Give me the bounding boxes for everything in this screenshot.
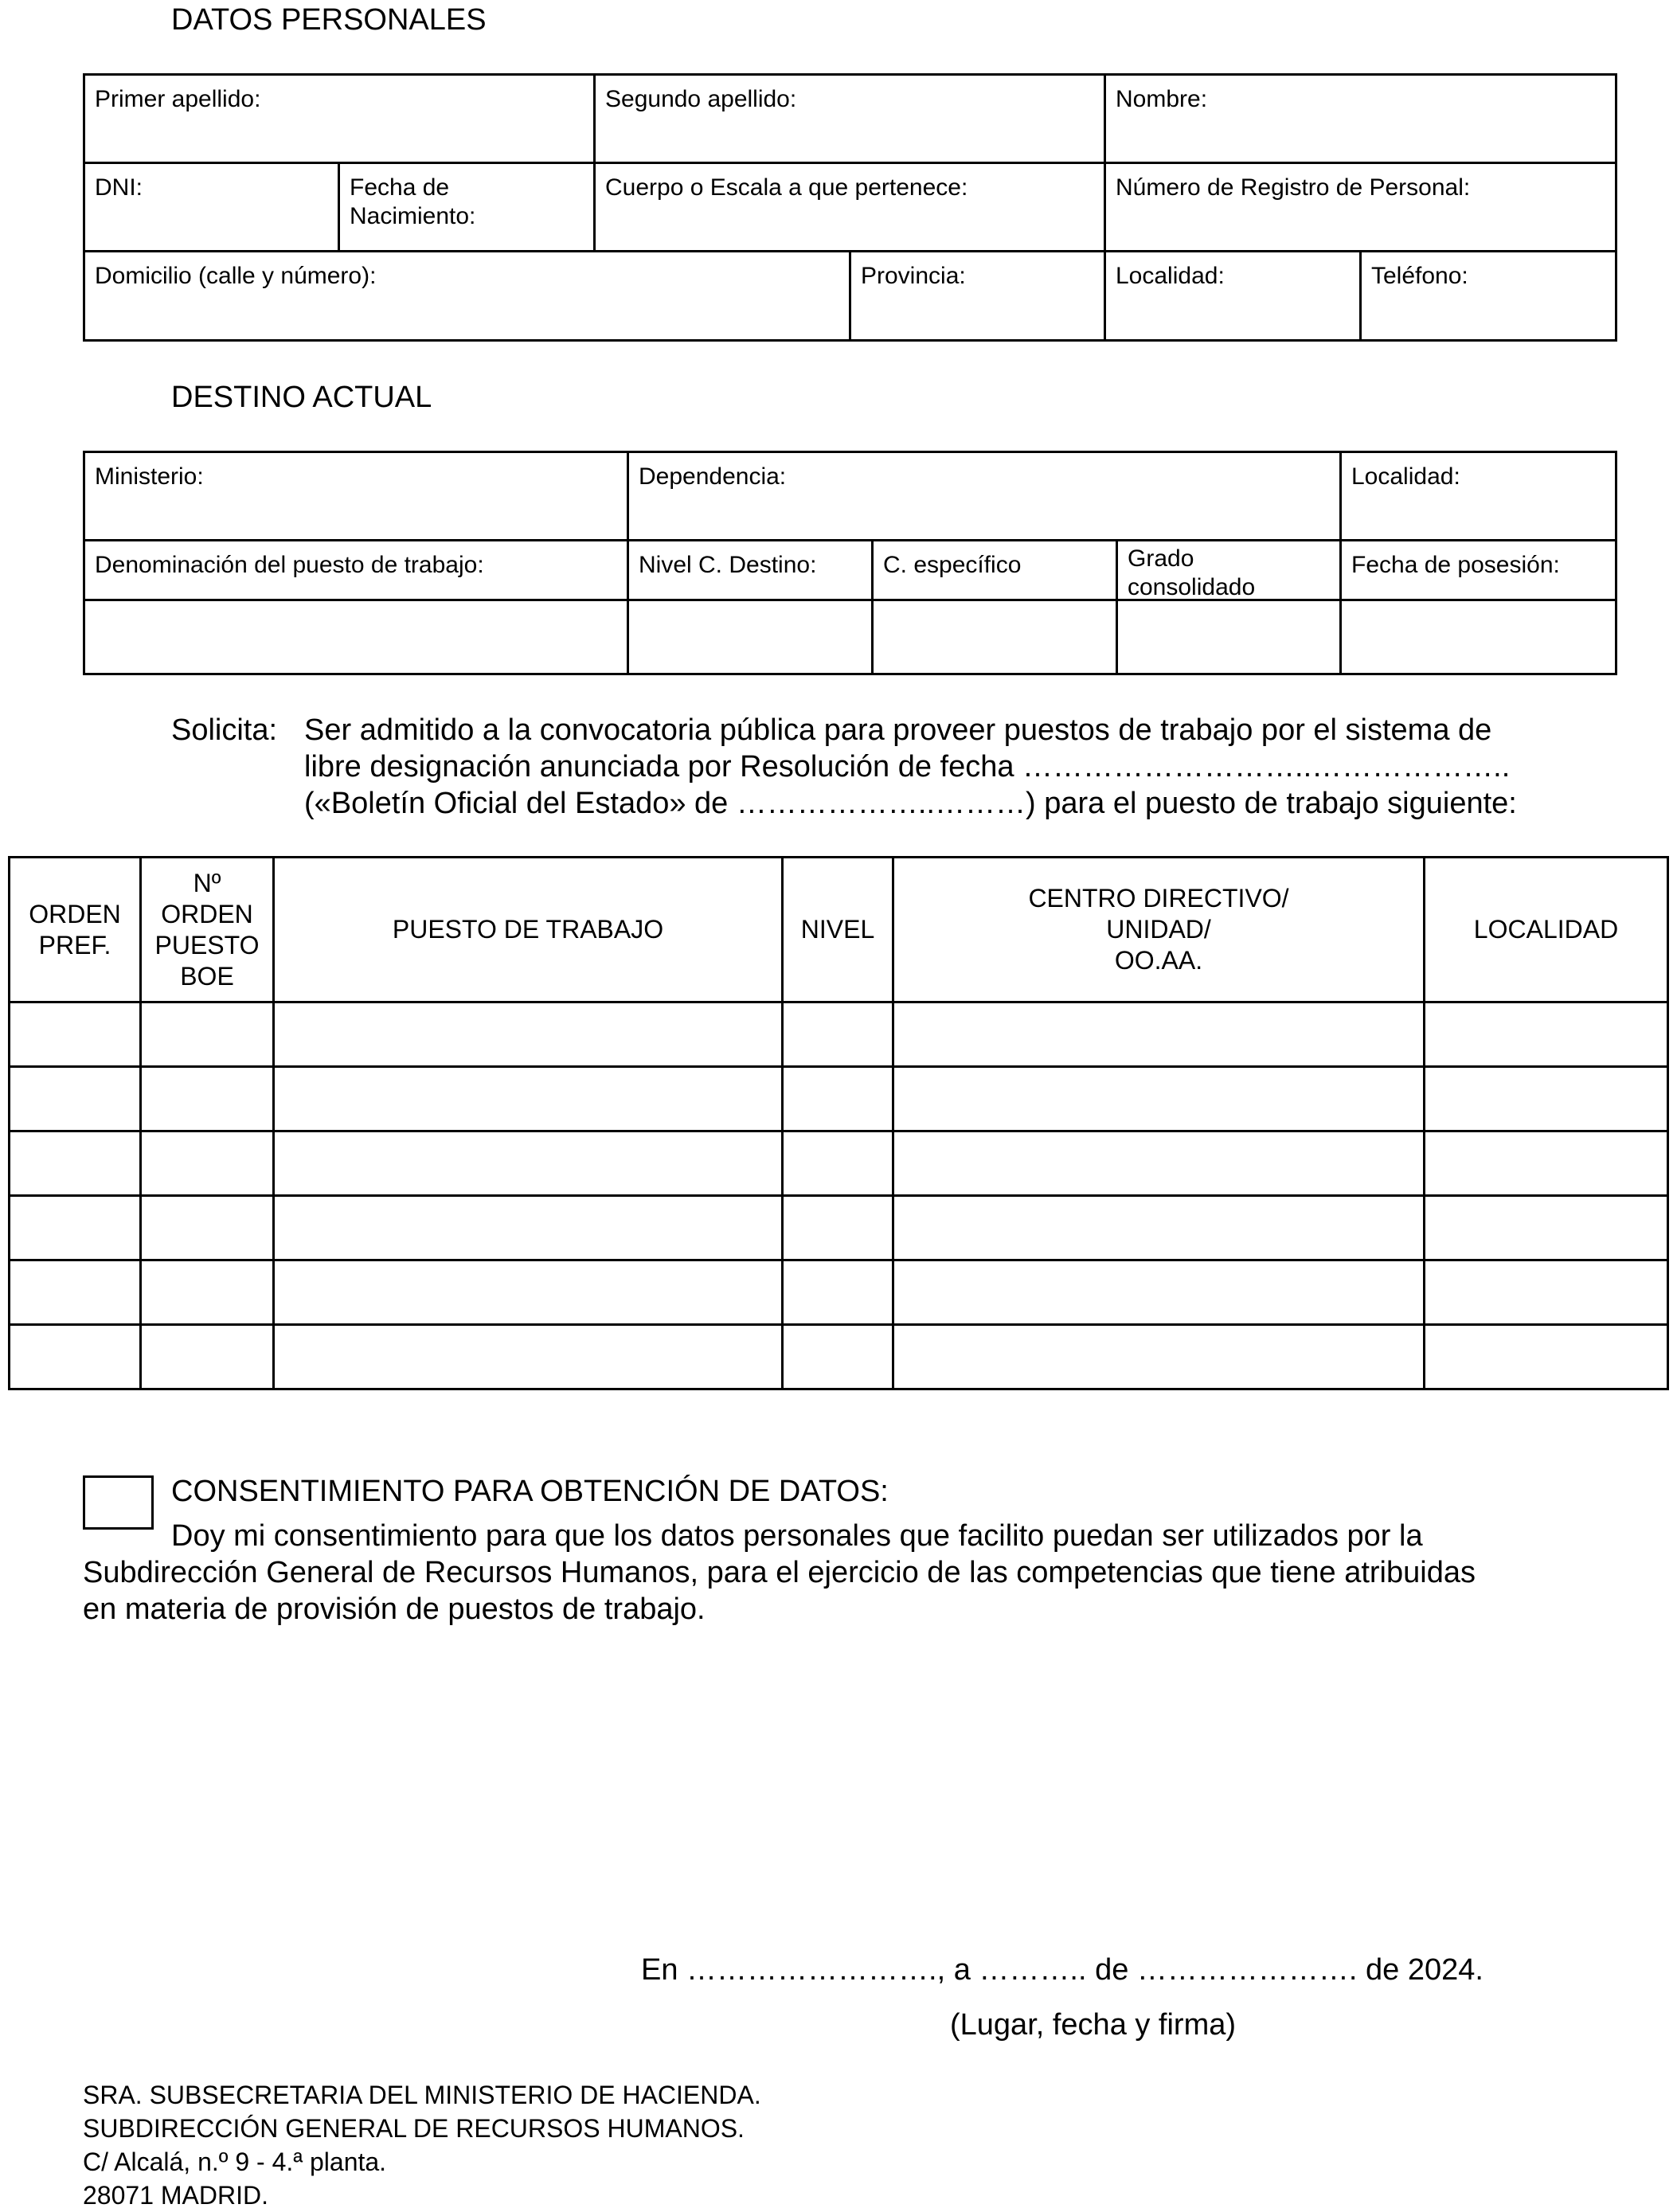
especifico-input[interactable] (871, 599, 1118, 675)
destino-actual-heading: DESTINO ACTUAL (171, 381, 432, 414)
signature-place-date-line: En ……………………., a ……….. de …………………. de 2024. (641, 1953, 1484, 1987)
orden-pref-cell[interactable] (8, 1001, 142, 1068)
cuerpo-escala-field[interactable] (593, 162, 1106, 252)
dni-field[interactable] (83, 162, 340, 252)
puesto-trabajo-cell[interactable] (272, 1194, 784, 1261)
provincia-label: Provincia: (861, 263, 966, 289)
localidad-cell[interactable] (1423, 1065, 1669, 1132)
solicita-line-1: Ser admitido a la convocatoria pública para proveer puestos de trabajo por el sistema de (304, 713, 1492, 747)
nivel-destino-label: Nivel C. Destino: (639, 552, 817, 578)
localidad-cell[interactable] (1423, 1130, 1669, 1197)
solicita-label: Solicita: (171, 713, 278, 747)
nivel-cell[interactable] (781, 1323, 894, 1390)
numero-orden-cell[interactable] (139, 1065, 275, 1132)
nivel-cell[interactable] (781, 1001, 894, 1068)
address-line-4: 28071 MADRID. (83, 2181, 268, 2210)
primer-apellido-field[interactable] (83, 73, 596, 164)
orden-pref-cell[interactable] (8, 1065, 142, 1132)
localidad-field[interactable] (1104, 250, 1362, 342)
especifico-header (871, 539, 1118, 601)
nivel-header: NIVEL (781, 856, 894, 1003)
domicilio-label: Domicilio (calle y número): (95, 263, 377, 289)
numero-orden-cell[interactable] (139, 1323, 275, 1390)
dni-label: DNI: (95, 174, 143, 201)
registro-personal-field[interactable] (1104, 162, 1617, 252)
denominacion-header (83, 539, 629, 601)
grado-label: Grado consolidado (1128, 545, 1256, 600)
dependencia-label: Dependencia: (639, 463, 787, 490)
puesto-trabajo-cell[interactable] (272, 1323, 784, 1390)
consent-line-3: en materia de provisión de puestos de trabajo. (83, 1593, 706, 1626)
numero-orden-header: Nº ORDEN PUESTO BOE (139, 856, 275, 1003)
provincia-field[interactable] (849, 250, 1106, 342)
especifico-label: C. específico (883, 552, 1022, 578)
consent-line-2: Subdirección General de Recursos Humanos, para el ejercicio de las competencias que tiene atribuidas (83, 1556, 1476, 1589)
fecha-posesion-header (1339, 539, 1617, 601)
grado-header (1116, 539, 1342, 601)
centro-directivo-cell[interactable] (892, 1194, 1425, 1261)
nombre-label: Nombre: (1116, 86, 1208, 112)
nivel-cell[interactable] (781, 1259, 894, 1326)
consent-line-1: Doy mi consentimiento para que los datos personales que facilito puedan ser utilizados por la (171, 1519, 1423, 1553)
centro-directivo-cell[interactable] (892, 1259, 1425, 1326)
solicita-line-3: («Boletín Oficial del Estado» de ………………..………) para el puesto de trabajo siguiente: (304, 787, 1517, 820)
ministerio-label: Ministerio: (95, 463, 204, 490)
personal-data-heading: DATOS PERSONALES (171, 3, 487, 37)
dependencia-field[interactable] (627, 451, 1342, 541)
puesto-trabajo-cell[interactable] (272, 1065, 784, 1132)
localidad-cell[interactable] (1423, 1001, 1669, 1068)
centro-directivo-cell[interactable] (892, 1001, 1425, 1068)
orden-pref-cell[interactable] (8, 1323, 142, 1390)
destino-localidad-field[interactable] (1339, 451, 1617, 541)
recipient-address (83, 2078, 761, 2212)
registro-personal-label: Número de Registro de Personal: (1116, 174, 1471, 201)
fecha-posesion-input[interactable] (1339, 599, 1617, 675)
denominacion-input[interactable] (83, 599, 629, 675)
numero-orden-cell[interactable] (139, 1001, 275, 1068)
centro-directivo-cell[interactable] (892, 1065, 1425, 1132)
consent-checkbox[interactable] (83, 1475, 154, 1530)
nivel-cell[interactable] (781, 1194, 894, 1261)
ministerio-field[interactable] (83, 451, 629, 541)
address-line-2: SUBDIRECCIÓN GENERAL DE RECURSOS HUMANOS. (83, 2114, 745, 2143)
destino-localidad-label: Localidad: (1351, 463, 1460, 490)
primer-apellido-label: Primer apellido: (95, 86, 261, 112)
telefono-field[interactable] (1359, 250, 1617, 342)
cuerpo-escala-label: Cuerpo o Escala a que pertenece: (605, 174, 968, 201)
segundo-apellido-field[interactable] (593, 73, 1106, 164)
orden-pref-cell[interactable] (8, 1130, 142, 1197)
puesto-trabajo-cell[interactable] (272, 1259, 784, 1326)
signature-caption: (Lugar, fecha y firma) (950, 2008, 1237, 2042)
numero-orden-cell[interactable] (139, 1259, 275, 1326)
nivel-cell[interactable] (781, 1065, 894, 1132)
numero-orden-cell[interactable] (139, 1194, 275, 1261)
localidad-cell[interactable] (1423, 1194, 1669, 1261)
fecha-nacimiento-label: Fecha de Nacimiento: (350, 174, 476, 229)
solicita-line-2: libre designación anunciada por Resolución de fecha ………………………..……………….. (304, 750, 1511, 784)
numero-orden-cell[interactable] (139, 1130, 275, 1197)
orden-pref-cell[interactable] (8, 1259, 142, 1326)
address-line-1: SRA. SUBSECRETARIA DEL MINISTERIO DE HACIENDA. (83, 2081, 761, 2109)
localidad-label: Localidad: (1116, 263, 1225, 289)
fecha-nacimiento-field[interactable] (338, 162, 596, 252)
localidad-header: LOCALIDAD (1423, 856, 1669, 1003)
nivel-cell[interactable] (781, 1130, 894, 1197)
segundo-apellido-label: Segundo apellido: (605, 86, 797, 112)
puesto-trabajo-header: PUESTO DE TRABAJO (272, 856, 784, 1003)
centro-directivo-cell[interactable] (892, 1323, 1425, 1390)
domicilio-field[interactable] (83, 250, 851, 342)
nivel-destino-header (627, 539, 874, 601)
grado-input[interactable] (1116, 599, 1342, 675)
localidad-cell[interactable] (1423, 1323, 1669, 1390)
orden-pref-header: ORDEN PREF. (8, 856, 142, 1003)
consent-title: CONSENTIMIENTO PARA OBTENCIÓN DE DATOS: (171, 1475, 889, 1508)
centro-directivo-header: CENTRO DIRECTIVO/ UNIDAD/ OO.AA. (892, 856, 1425, 1003)
localidad-cell[interactable] (1423, 1259, 1669, 1326)
puesto-trabajo-cell[interactable] (272, 1001, 784, 1068)
address-line-3: C/ Alcalá, n.º 9 - 4.ª planta. (83, 2148, 387, 2176)
puesto-trabajo-cell[interactable] (272, 1130, 784, 1197)
fecha-posesion-label: Fecha de posesión: (1351, 552, 1560, 578)
denominacion-label: Denominación del puesto de trabajo: (95, 552, 484, 578)
centro-directivo-cell[interactable] (892, 1130, 1425, 1197)
orden-pref-cell[interactable] (8, 1194, 142, 1261)
nivel-destino-input[interactable] (627, 599, 874, 675)
telefono-label: Teléfono: (1371, 263, 1468, 289)
nombre-field[interactable] (1104, 73, 1617, 164)
